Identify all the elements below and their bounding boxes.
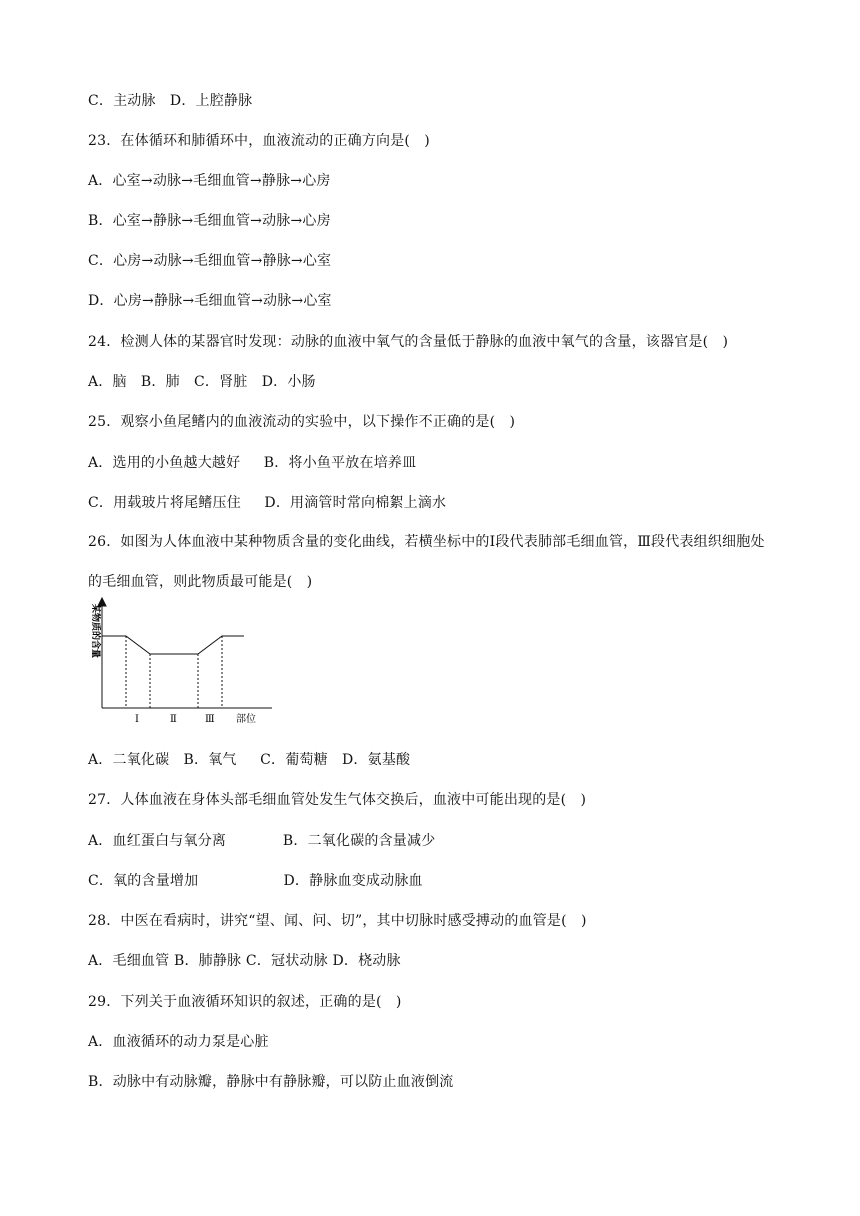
q26-stem: 26．如图为人体血液中某种物质含量的变化曲线，若横坐标中的Ⅰ段代表肺部毛细血管，Ⅲ段代表组织细胞处的毛细血管，则此物质最可能是( )	[88, 534, 765, 590]
q28-stem: 28．中医在看病时，讲究“望、闻、问、切”，其中切脉时感受搏动的血管是( )	[88, 913, 587, 929]
q28-options: A．毛细血管 B．肺静脉 C．冠状动脉 D．桡动脉	[88, 953, 401, 969]
q29-stem: 29．下列关于血液循环知识的叙述，正确的是( )	[88, 994, 402, 1010]
q24-options: A．脑 B．肺 C．肾脏 D．小肠	[88, 374, 316, 390]
x-tick-label-2: Ⅱ	[170, 714, 177, 725]
q23-option-d: D．心房→静脉→毛细血管→动脉→心室	[88, 293, 332, 309]
q29-option-b: B．动脉中有动脉瓣，静脉中有静脉瓣，可以防止血液倒流	[88, 1074, 454, 1090]
q27-options-ab: A．血红蛋白与氧分离 B．二氧化碳的含量减少	[88, 833, 436, 849]
q26-options: A．二氧化碳 B．氧气 C．葡萄糖 D．氨基酸	[88, 752, 411, 768]
q26-figure	[84, 596, 274, 736]
q23-option-c: C．心房→动脉→毛细血管→静脉→心室	[88, 253, 332, 269]
q23-option-a: A．心室→动脉→毛细血管→静脉→心房	[88, 173, 331, 189]
q25-options-cd: C．用载玻片将尾鳍压住 D．用滴管时常向棉絮上滴水	[88, 495, 447, 511]
q22-options-cd: C．主动脉 D．上腔静脉	[88, 93, 253, 109]
x-axis-label: 部位	[236, 714, 256, 725]
q23-stem: 23．在体循环和肺循环中，血液流动的正确方向是( )	[88, 133, 430, 149]
q25-stem: 25．观察小鱼尾鳍内的血液流动的实验中，以下操作不正确的是( )	[88, 414, 516, 430]
q24-stem: 24．检测人体的某器官时发现：动脉的血液中氧气的含量低于静脉的血液中氧气的含量，该器官是( )	[88, 334, 729, 350]
x-tick-label-3: Ⅲ	[205, 714, 215, 725]
q23-option-b: B．心室→静脉→毛细血管→动脉→心房	[88, 213, 331, 229]
q29-option-a: A．血液循环的动力泵是心脏	[88, 1034, 269, 1050]
x-tick-label-1: Ⅰ	[135, 714, 139, 725]
q26-chart	[84, 596, 274, 732]
q25-options-ab: A．选用的小鱼越大越好 B．将小鱼平放在培养皿	[88, 455, 417, 471]
content-curve	[102, 636, 244, 654]
q27-stem: 27．人体血液在身体头部毛细血管处发生气体交换后，血液中可能出现的是( )	[88, 792, 587, 808]
y-axis-label: 某物质的含量	[90, 604, 100, 659]
q27-options-cd: C．氧的含量增加 D．静脉血变成动脉血	[88, 873, 423, 889]
